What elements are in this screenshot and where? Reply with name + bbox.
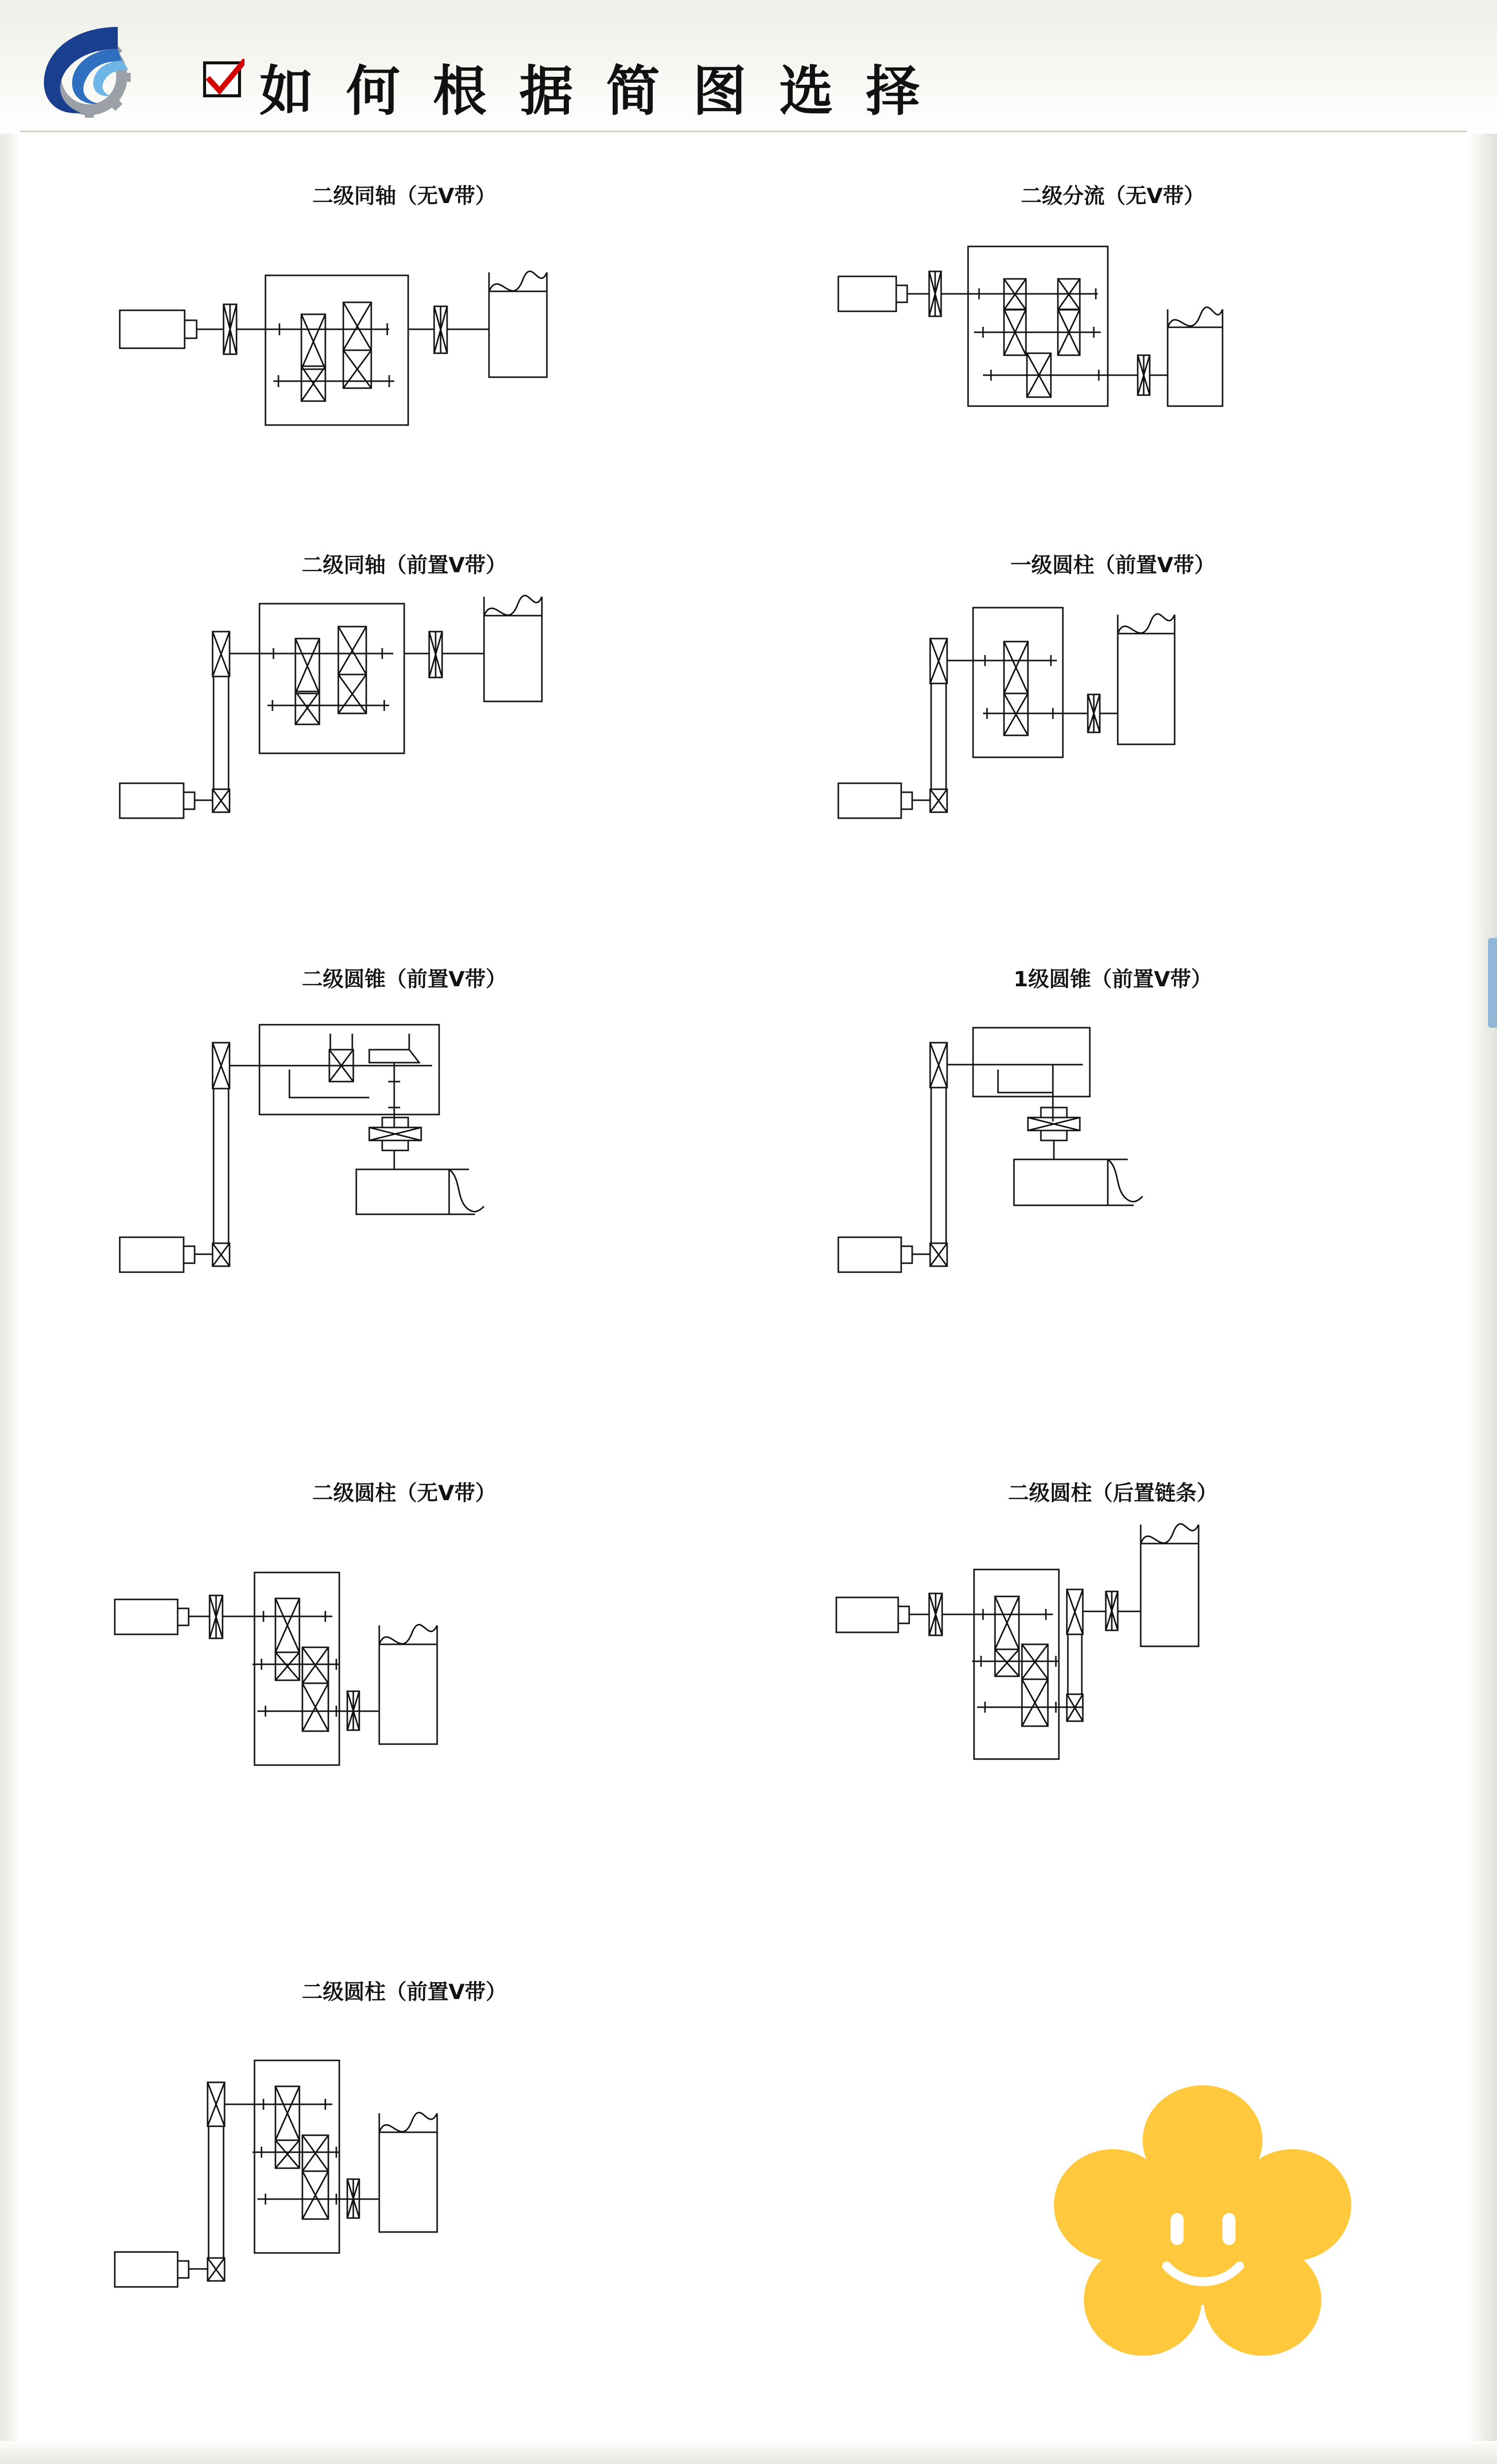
- diagram-title: 二级圆柱（后置链条）: [1007, 1481, 1218, 1505]
- diagram-figure: [90, 2013, 719, 2342]
- swirl-gear-logo: [29, 18, 179, 118]
- diagram-title: 二级圆柱（前置V带）: [301, 1980, 507, 2004]
- diagram-figure: [90, 1514, 719, 1843]
- diagram-two-stage-cylindrical-front-vbelt: [90, 1976, 719, 2355]
- diagram-title: 二级同轴（无V带）: [312, 184, 497, 208]
- diagram-figure: [90, 1000, 719, 1349]
- diagram-two-stage-coaxial-no-vbelt: [90, 180, 719, 489]
- diagram-figure: [818, 1514, 1407, 1843]
- diagram-title: 二级同轴（前置V带）: [301, 553, 507, 577]
- header-divider: [20, 131, 1467, 132]
- diagram-figure: [818, 1000, 1407, 1349]
- page-bottom-edge-shading: [0, 2441, 1497, 2464]
- diagram-title: 二级圆锥（前置V带）: [301, 967, 507, 991]
- diagram-one-stage-cylindrical-front-vbelt: [818, 549, 1407, 888]
- page-right-edge-shading: [1467, 0, 1497, 2464]
- diagram-two-stage-cylindrical-no-vbelt: [90, 1477, 719, 1856]
- page-title: 如 何 根 据 简 图 选 择: [259, 60, 927, 123]
- smiling-flower-doodle: [1048, 2065, 1357, 2375]
- diagram-two-stage-split-no-vbelt: [818, 180, 1407, 489]
- diagram-one-stage-bevel-front-vbelt: [818, 963, 1407, 1367]
- diagram-figure: [90, 217, 719, 456]
- header-bar: [0, 0, 1497, 134]
- side-tab-marker[interactable]: [1488, 938, 1497, 1028]
- diagram-title: 二级分流（无V带）: [1020, 184, 1205, 208]
- diagram-figure: [90, 586, 719, 875]
- diagram-title: 1级圆锥（前置V带）: [1013, 967, 1212, 991]
- page-left-edge-shading: [0, 0, 20, 2464]
- diagram-two-stage-coaxial-front-vbelt: [90, 549, 719, 888]
- checkbox-mark-icon: [203, 59, 245, 101]
- diagram-figure: [818, 217, 1407, 476]
- diagram-title: 一级圆柱（前置V带）: [1010, 553, 1216, 577]
- diagram-figure: [818, 586, 1407, 875]
- diagram-two-stage-cylindrical-rear-chain: [818, 1477, 1407, 1856]
- diagram-title: 二级圆柱（无V带）: [312, 1481, 497, 1505]
- diagram-two-stage-bevel-front-vbelt: [90, 963, 719, 1367]
